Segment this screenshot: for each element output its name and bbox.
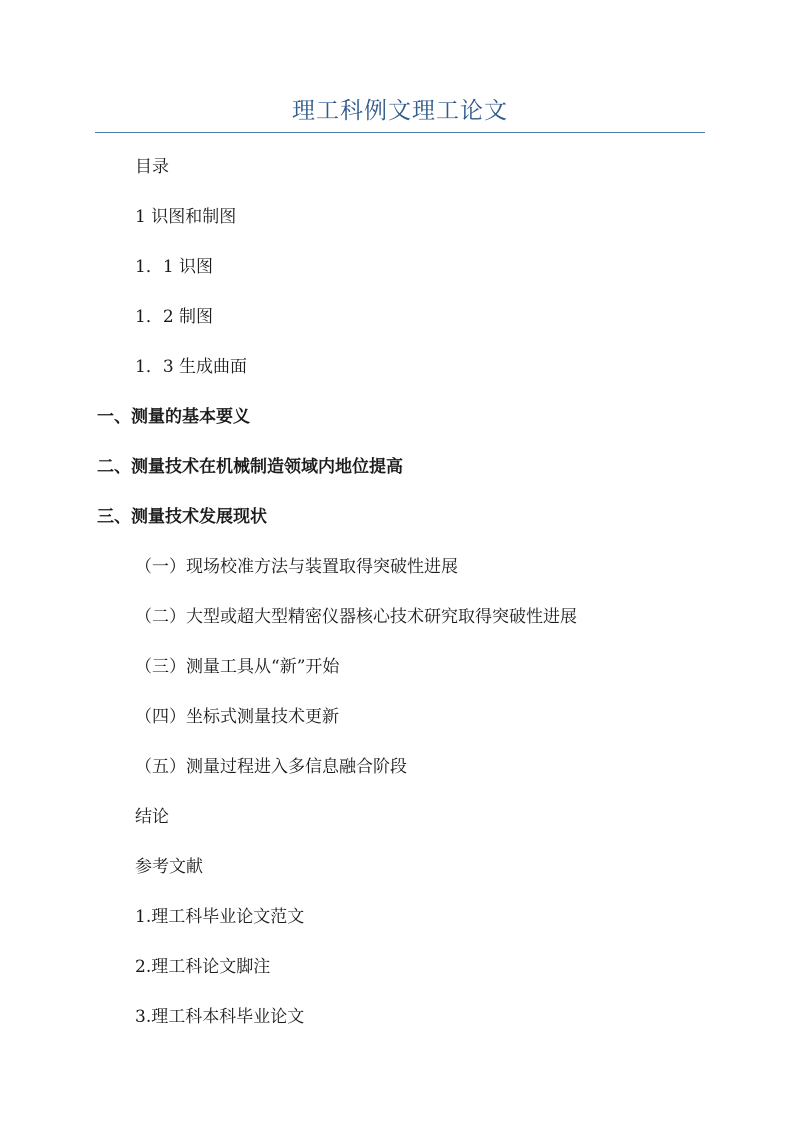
- toc-item: 1．3 生成曲面: [135, 357, 248, 377]
- toc-subsection: （二）大型或超大型精密仪器核心技术研究取得突破性进展: [135, 607, 577, 627]
- title-underline-divider: [95, 132, 705, 133]
- toc-section-heading: 一、测量的基本要义: [97, 407, 250, 427]
- toc-subsection: （五）测量过程进入多信息融合阶段: [135, 757, 407, 777]
- toc-reference-item: 2.理工科论文脚注: [135, 957, 271, 977]
- toc-subsection: （四）坐标式测量技术更新: [135, 707, 339, 727]
- toc-references-heading: 参考文献: [135, 857, 203, 877]
- toc-item: 1．2 制图: [135, 307, 214, 327]
- toc-item: 1．1 识图: [135, 257, 214, 277]
- toc-conclusion: 结论: [135, 807, 169, 827]
- toc-reference-item: 3.理工科本科毕业论文: [135, 1007, 305, 1027]
- toc-subsection: （三）测量工具从“新”开始: [135, 657, 340, 677]
- toc-reference-item: 1.理工科毕业论文范文: [135, 907, 305, 927]
- toc-section-heading: 二、测量技术在机械制造领域内地位提高: [97, 457, 403, 477]
- toc-heading: 目录: [135, 157, 169, 177]
- document-title: 理工科例文理工论文: [292, 98, 508, 124]
- toc-section-heading: 三、测量技术发展现状: [97, 507, 267, 527]
- toc-subsection: （一）现场校准方法与装置取得突破性进展: [135, 557, 458, 577]
- table-of-contents: [0, 150, 800, 1050]
- toc-item: 1 识图和制图: [135, 207, 237, 227]
